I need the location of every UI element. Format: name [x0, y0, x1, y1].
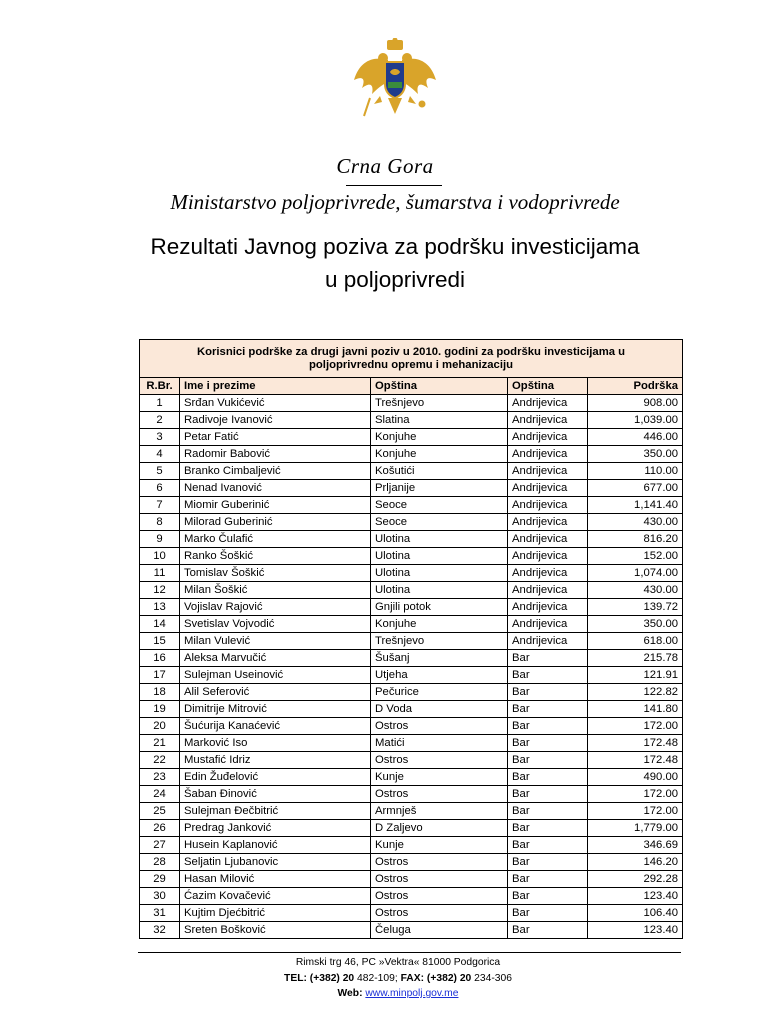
cell-municipality: Andrijevica — [508, 497, 588, 514]
page-title-line2: u poljoprivredi — [324, 267, 466, 292]
cell-municipality: Andrijevica — [508, 531, 588, 548]
column-header-support: Podrška — [588, 378, 683, 395]
cell-place: Ostros — [371, 752, 508, 769]
cell-place: Ostros — [371, 905, 508, 922]
column-header-place: Opština — [371, 378, 508, 395]
cell-rbr: 5 — [140, 463, 180, 480]
cell-rbr: 9 — [140, 531, 180, 548]
cell-name: Nenad Ivanović — [180, 480, 371, 497]
cell-rbr: 16 — [140, 650, 180, 667]
cell-place: Seoce — [371, 497, 508, 514]
cell-support: 215.78 — [588, 650, 683, 667]
cell-municipality: Bar — [508, 684, 588, 701]
cell-municipality: Andrijevica — [508, 446, 588, 463]
cell-name: Ćazim Kovačević — [180, 888, 371, 905]
table-row — [140, 905, 683, 922]
cell-rbr: 28 — [140, 854, 180, 871]
cell-name: Milan Šoškić — [180, 582, 371, 599]
column-header-name: Ime i prezime — [180, 378, 371, 395]
cell-support: 122.82 — [588, 684, 683, 701]
cell-municipality: Bar — [508, 735, 588, 752]
cell-support: 123.40 — [588, 922, 683, 939]
table-row — [140, 922, 683, 939]
cell-municipality: Bar — [508, 854, 588, 871]
cell-municipality: Bar — [508, 786, 588, 803]
footer-contact — [0, 973, 770, 984]
page-title — [0, 230, 770, 296]
fax-label: FAX: — [400, 973, 425, 984]
cell-municipality: Andrijevica — [508, 395, 588, 412]
cell-municipality: Andrijevica — [508, 480, 588, 497]
cell-municipality: Bar — [508, 718, 588, 735]
cell-name: Sulejman Đečbitrić — [180, 803, 371, 820]
cell-rbr: 15 — [140, 633, 180, 650]
cell-name: Milorad Guberinić — [180, 514, 371, 531]
tel-prefix: (+382) 20 — [309, 973, 355, 984]
cell-name: Ranko Šoškić — [180, 548, 371, 565]
fax-prefix: (+382) 20 — [426, 973, 472, 984]
cell-place: Kunje — [371, 769, 508, 786]
column-header-rbr: R.Br. — [140, 378, 180, 395]
table-row — [140, 769, 683, 786]
cell-municipality: Bar — [508, 888, 588, 905]
cell-support: 908.00 — [588, 395, 683, 412]
cell-support: 139.72 — [588, 599, 683, 616]
table-row — [140, 565, 683, 582]
cell-name: Vojislav Rajović — [180, 599, 371, 616]
cell-place: Prljanije — [371, 480, 508, 497]
cell-rbr: 19 — [140, 701, 180, 718]
table-row — [140, 837, 683, 854]
cell-municipality: Andrijevica — [508, 633, 588, 650]
montenegro-coat-of-arms-icon — [352, 38, 438, 122]
header-divider — [346, 185, 442, 186]
table-body — [140, 395, 683, 939]
cell-rbr: 31 — [140, 905, 180, 922]
cell-support: 172.48 — [588, 752, 683, 769]
cell-place: Trešnjevo — [371, 633, 508, 650]
column-header-municipality: Opština — [508, 378, 588, 395]
cell-municipality: Andrijevica — [508, 514, 588, 531]
cell-support: 490.00 — [588, 769, 683, 786]
cell-rbr: 24 — [140, 786, 180, 803]
cell-rbr: 1 — [140, 395, 180, 412]
cell-rbr: 10 — [140, 548, 180, 565]
web-label: Web: — [337, 988, 363, 999]
table-row — [140, 718, 683, 735]
cell-place: Ostros — [371, 871, 508, 888]
cell-place: Ostros — [371, 786, 508, 803]
table-row — [140, 888, 683, 905]
cell-place: Kunje — [371, 837, 508, 854]
cell-rbr: 30 — [140, 888, 180, 905]
cell-place: Ostros — [371, 718, 508, 735]
cell-name: Marko Čulafić — [180, 531, 371, 548]
cell-rbr: 2 — [140, 412, 180, 429]
cell-municipality: Bar — [508, 922, 588, 939]
cell-support: 1,141.40 — [588, 497, 683, 514]
footer-web — [0, 988, 770, 999]
header-country: Crna Gora — [336, 154, 434, 178]
cell-support: 110.00 — [588, 463, 683, 480]
cell-name: Sreten Bošković — [180, 922, 371, 939]
cell-support: 816.20 — [588, 531, 683, 548]
cell-name: Tomislav Šoškić — [180, 565, 371, 582]
table-row — [140, 701, 683, 718]
cell-place: Šušanj — [371, 650, 508, 667]
cell-name: Aleksa Marvučić — [180, 650, 371, 667]
cell-name: Dimitrije Mitrović — [180, 701, 371, 718]
cell-name: Alil Seferović — [180, 684, 371, 701]
footer-address: Rimski trg 46, PC »Vektra« 81000 Podgorica — [295, 957, 501, 968]
cell-place: D Voda — [371, 701, 508, 718]
cell-place: Ulotina — [371, 531, 508, 548]
cell-rbr: 3 — [140, 429, 180, 446]
cell-municipality: Bar — [508, 905, 588, 922]
cell-name: Seljatin Ljubanovic — [180, 854, 371, 871]
cell-name: Srđan Vukićević — [180, 395, 371, 412]
beneficiaries-table — [139, 339, 683, 939]
cell-name: Marković Iso — [180, 735, 371, 752]
cell-support: 172.00 — [588, 786, 683, 803]
cell-name: Miomir Guberinić — [180, 497, 371, 514]
table-row — [140, 480, 683, 497]
cell-municipality: Andrijevica — [508, 412, 588, 429]
cell-name: Petar Fatić — [180, 429, 371, 446]
cell-support: 346.69 — [588, 837, 683, 854]
cell-support: 1,074.00 — [588, 565, 683, 582]
table-row — [140, 752, 683, 769]
fax-number: 234-306 — [474, 973, 512, 984]
cell-support: 123.40 — [588, 888, 683, 905]
cell-support: 350.00 — [588, 446, 683, 463]
cell-place: D Zaljevo — [371, 820, 508, 837]
cell-municipality: Andrijevica — [508, 582, 588, 599]
cell-name: Šućurija Kanaćević — [180, 718, 371, 735]
page-title-line1: Rezultati Javnog poziva za podršku investicijama — [150, 234, 640, 259]
cell-place: Trešnjevo — [371, 395, 508, 412]
table-row — [140, 820, 683, 837]
cell-rbr: 12 — [140, 582, 180, 599]
table-row — [140, 684, 683, 701]
cell-support: 677.00 — [588, 480, 683, 497]
cell-place: Čeluga — [371, 922, 508, 939]
table-row — [140, 871, 683, 888]
table-row — [140, 650, 683, 667]
cell-rbr: 18 — [140, 684, 180, 701]
cell-support: 430.00 — [588, 582, 683, 599]
cell-support: 141.80 — [588, 701, 683, 718]
table-row — [140, 531, 683, 548]
cell-municipality: Andrijevica — [508, 429, 588, 446]
cell-rbr: 6 — [140, 480, 180, 497]
cell-municipality: Bar — [508, 752, 588, 769]
cell-support: 106.40 — [588, 905, 683, 922]
tel-label: TEL: — [284, 973, 307, 984]
cell-place: Gnjili potok — [371, 599, 508, 616]
tel-number: 482-109; — [357, 973, 398, 984]
cell-name: Kujtim Djećbitrić — [180, 905, 371, 922]
cell-rbr: 27 — [140, 837, 180, 854]
cell-rbr: 8 — [140, 514, 180, 531]
cell-rbr: 11 — [140, 565, 180, 582]
table-row — [140, 395, 683, 412]
cell-municipality: Andrijevica — [508, 548, 588, 565]
cell-support: 172.00 — [588, 718, 683, 735]
cell-rbr: 32 — [140, 922, 180, 939]
cell-municipality: Bar — [508, 667, 588, 684]
table-row — [140, 412, 683, 429]
cell-rbr: 13 — [140, 599, 180, 616]
cell-name: Hasan Milović — [180, 871, 371, 888]
table-row — [140, 786, 683, 803]
cell-municipality: Bar — [508, 650, 588, 667]
cell-place: Ostros — [371, 854, 508, 871]
cell-place: Slatina — [371, 412, 508, 429]
cell-rbr: 25 — [140, 803, 180, 820]
web-link[interactable]: www.minpolj.gov.me — [365, 988, 459, 999]
cell-rbr: 21 — [140, 735, 180, 752]
cell-municipality: Andrijevica — [508, 599, 588, 616]
cell-municipality: Bar — [508, 871, 588, 888]
table-row — [140, 463, 683, 480]
cell-name: Šaban Đinović — [180, 786, 371, 803]
table-row — [140, 514, 683, 531]
table-row — [140, 667, 683, 684]
cell-rbr: 17 — [140, 667, 180, 684]
table-row — [140, 429, 683, 446]
cell-place: Pečurice — [371, 684, 508, 701]
table-row — [140, 803, 683, 820]
cell-municipality: Andrijevica — [508, 565, 588, 582]
cell-rbr: 22 — [140, 752, 180, 769]
cell-support: 121.91 — [588, 667, 683, 684]
cell-name: Predrag Janković — [180, 820, 371, 837]
table-row — [140, 497, 683, 514]
cell-rbr: 4 — [140, 446, 180, 463]
beneficiaries-table-container — [139, 339, 682, 939]
table-row — [140, 735, 683, 752]
cell-rbr: 29 — [140, 871, 180, 888]
table-row — [140, 599, 683, 616]
table-caption: Korisnici podrške za drugi javni poziv u 2010. godini za podršku investicijama u poljoprivrednu opremu i mehanizaciju — [140, 340, 683, 378]
cell-support: 146.20 — [588, 854, 683, 871]
cell-place: Utjeha — [371, 667, 508, 684]
cell-support: 172.48 — [588, 735, 683, 752]
cell-place: Armnješ — [371, 803, 508, 820]
table-row — [140, 616, 683, 633]
cell-municipality: Andrijevica — [508, 616, 588, 633]
cell-name: Radivoje Ivanović — [180, 412, 371, 429]
cell-rbr: 23 — [140, 769, 180, 786]
cell-municipality: Bar — [508, 837, 588, 854]
cell-name: Sulejman Useinović — [180, 667, 371, 684]
cell-place: Ostros — [371, 888, 508, 905]
cell-name: Branko Cimbaljević — [180, 463, 371, 480]
cell-support: 152.00 — [588, 548, 683, 565]
cell-place: Ulotina — [371, 548, 508, 565]
cell-municipality: Andrijevica — [508, 463, 588, 480]
cell-support: 172.00 — [588, 803, 683, 820]
cell-support: 1,779.00 — [588, 820, 683, 837]
cell-support: 350.00 — [588, 616, 683, 633]
cell-rbr: 26 — [140, 820, 180, 837]
table-row — [140, 582, 683, 599]
table-row — [140, 854, 683, 871]
cell-place: Košutići — [371, 463, 508, 480]
cell-place: Konjuhe — [371, 429, 508, 446]
cell-rbr: 14 — [140, 616, 180, 633]
table-row — [140, 633, 683, 650]
cell-name: Milan Vulević — [180, 633, 371, 650]
cell-support: 446.00 — [588, 429, 683, 446]
cell-municipality: Bar — [508, 769, 588, 786]
cell-place: Seoce — [371, 514, 508, 531]
cell-municipality: Bar — [508, 701, 588, 718]
cell-name: Radomir Babović — [180, 446, 371, 463]
table-header-row — [140, 378, 683, 395]
cell-rbr: 7 — [140, 497, 180, 514]
cell-name: Mustafić Idriz — [180, 752, 371, 769]
cell-name: Husein Kaplanović — [180, 837, 371, 854]
cell-support: 1,039.00 — [588, 412, 683, 429]
footer-divider — [138, 952, 681, 953]
cell-support: 430.00 — [588, 514, 683, 531]
table-row — [140, 548, 683, 565]
cell-rbr: 20 — [140, 718, 180, 735]
cell-support: 618.00 — [588, 633, 683, 650]
cell-municipality: Bar — [508, 820, 588, 837]
cell-place: Konjuhe — [371, 446, 508, 463]
cell-municipality: Bar — [508, 803, 588, 820]
header-ministry: Ministarstvo poljoprivrede, šumarstva i vodoprivrede — [170, 190, 620, 214]
cell-name: Svetislav Vojvodić — [180, 616, 371, 633]
cell-place: Matići — [371, 735, 508, 752]
cell-name: Edin Žuđelović — [180, 769, 371, 786]
cell-support: 292.28 — [588, 871, 683, 888]
table-row — [140, 446, 683, 463]
cell-place: Konjuhe — [371, 616, 508, 633]
cell-place: Ulotina — [371, 565, 508, 582]
cell-place: Ulotina — [371, 582, 508, 599]
